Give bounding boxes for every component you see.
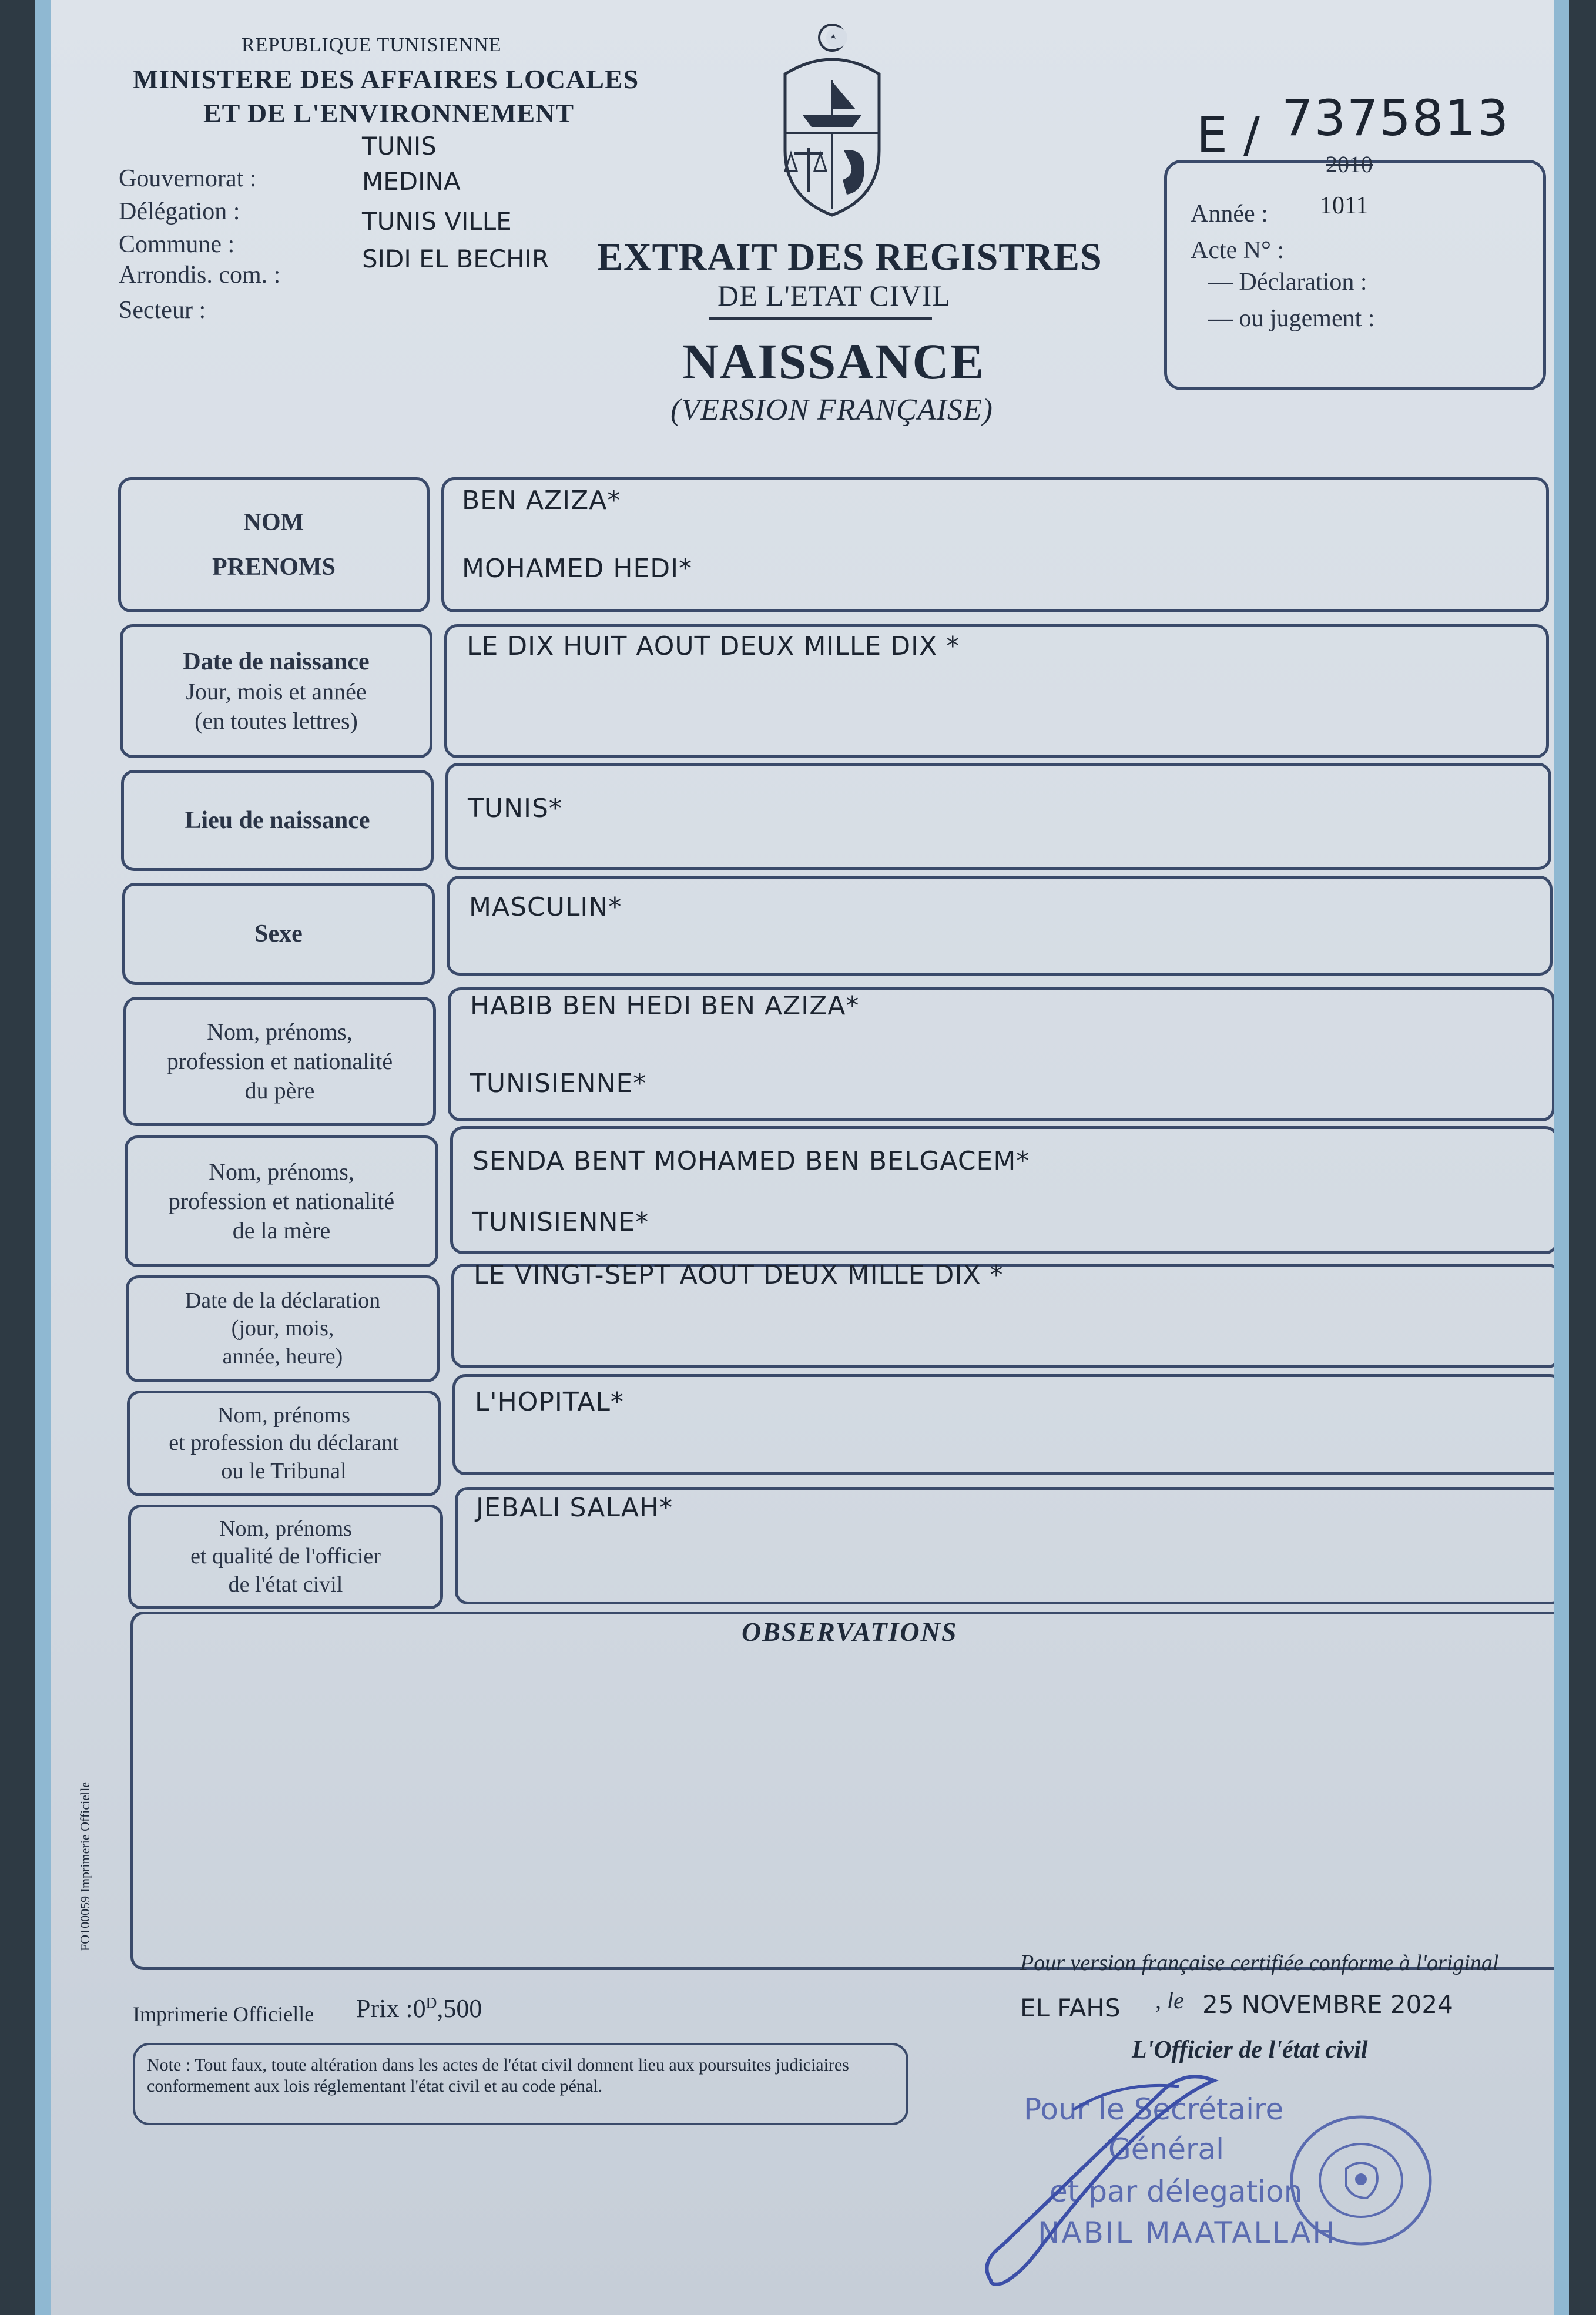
commune-label: Commune : (119, 231, 235, 258)
label-pere (123, 997, 436, 1126)
republic-heading: REPUBLIQUE TUNISIENNE (242, 34, 502, 56)
gouvernorat-label: Gouvernorat : (119, 165, 257, 192)
label-line: Lieu de naissance (185, 806, 370, 834)
acte-value: 1011 (1320, 192, 1369, 219)
value-date-declaration: LE VINGT-SEPT AOUT DEUX MILLE DIX * (474, 1260, 1004, 1290)
printer-label: Imprimerie Officielle (133, 2002, 314, 2026)
value-nom: BEN AZIZA* (462, 485, 621, 515)
commune-value: TUNIS VILLE (362, 207, 512, 236)
side-print: FO100059 Imprimerie Officielle (78, 1782, 92, 1951)
title-underline (709, 317, 932, 320)
arrondissement-label: Arrondis. com. : (119, 262, 281, 289)
label-line: NOM (243, 508, 304, 536)
label-line: Nom, prénoms (219, 1516, 352, 1541)
value-pere-nationalite: TUNISIENNE* (470, 1068, 647, 1098)
certified-note: Pour version française certifiée conforme à l'original (1020, 1951, 1499, 1975)
label-line: profession et nationalité (166, 1048, 393, 1074)
date: 25 NOVEMBRE 2024 (1202, 1990, 1453, 2019)
label-date-naissance (120, 624, 432, 758)
label-line: (jour, mois, (231, 1316, 334, 1341)
stamp-line1: Pour le Secrétaire (1024, 2092, 1284, 2126)
stamp-line2: Général (1108, 2132, 1225, 2166)
legal-note: Note : Tout faux, toute altération dans les actes de l'état civil donnent lieu aux poursuites judiciaires conformement aux lois réglementant l'état civil et au code pénal. (133, 2043, 908, 2125)
label-line: du père (244, 1077, 315, 1104)
place: EL FAHS (1020, 1994, 1121, 2022)
delegation-value: MEDINA (362, 167, 461, 196)
title-version: (VERSION FRANÇAISE) (670, 393, 993, 427)
label-line: Date de naissance (183, 648, 370, 675)
serial-prefix: E / (1196, 106, 1260, 163)
value-lieu-naissance: TUNIS* (468, 793, 562, 823)
value-date-naissance: LE DIX HUIT AOUT DEUX MILLE DIX * (467, 631, 960, 661)
ministry-line2: ET DE L'ENVIRONNEMENT (203, 98, 575, 128)
stamp-line4: NABIL MAATALLAH (1038, 2216, 1336, 2250)
label-line: Nom, prénoms, (207, 1019, 353, 1045)
label-lieu-naissance (121, 770, 434, 871)
serial-number: 7375813 (1282, 89, 1510, 147)
label-declarant (127, 1391, 441, 1496)
observations-box (130, 1612, 1567, 1970)
acte-label: Acte N° : (1191, 237, 1285, 264)
label-line: année, heure) (222, 1344, 343, 1369)
label-date-declaration (126, 1275, 440, 1382)
value-prenoms: MOHAMED HEDI* (462, 554, 693, 584)
ministry-line1: MINISTERE DES AFFAIRES LOCALES (133, 64, 639, 94)
value-declarant: L'HOPITAL* (475, 1387, 624, 1417)
label-line: Jour, mois et année (186, 678, 367, 705)
label-line: de l'état civil (228, 1572, 343, 1597)
annee-value: 2010 (1326, 151, 1373, 177)
document-sheet (35, 0, 1569, 2315)
value-officier: JEBALI SALAH* (476, 1493, 673, 1523)
label-line: ou le Tribunal (221, 1458, 347, 1483)
label-mere (125, 1135, 438, 1267)
price-rest: ,500 (437, 1994, 482, 2023)
annee-label: Année : (1191, 200, 1268, 227)
observations-label: OBSERVATIONS (742, 1617, 958, 1647)
label-line: PRENOMS (212, 554, 336, 581)
price-prefix: Prix :0 (356, 1994, 426, 2023)
value-mere-nationalite: TUNISIENNE* (472, 1207, 649, 1237)
value-box-lieu-naissance (445, 763, 1551, 870)
declaration-label: — Déclaration : (1208, 269, 1367, 296)
label-line: Date de la déclaration (185, 1288, 381, 1313)
price-sup: D (425, 1994, 437, 2012)
price (356, 1994, 482, 2023)
arrondissement-value: SIDI EL BECHIR (362, 244, 549, 273)
gouvernorat-value: TUNIS (362, 132, 437, 160)
officer-title: L'Officier de l'état civil (1132, 2036, 1368, 2063)
signature-icon (967, 2057, 1320, 2292)
label-line: profession et nationalité (168, 1188, 395, 1214)
label-line: Nom, prénoms, (209, 1158, 354, 1185)
le-label: , le (1155, 1987, 1184, 2014)
label-line: Sexe (254, 920, 303, 947)
label-officier (128, 1505, 443, 1609)
label-nom-prenoms (118, 477, 430, 612)
title-etat-civil: DE L'ETAT CIVIL (717, 279, 951, 312)
title-naissance: NAISSANCE (682, 333, 985, 390)
value-pere-nom: HABIB BEN HEDI BEN AZIZA* (470, 991, 860, 1021)
delegation-label: Délégation : (119, 198, 240, 225)
label-line: (en toutes lettres) (195, 708, 358, 735)
stamp-line3: et par délegation (1050, 2175, 1303, 2209)
label-line: de la mère (232, 1217, 331, 1244)
title-extrait: EXTRAIT DES REGISTRES (597, 236, 1102, 279)
value-mere-nom: SENDA BENT MOHAMED BEN BELGACEM* (472, 1146, 1030, 1176)
label-sexe (122, 883, 435, 985)
jugement-label: — ou jugement : (1208, 305, 1375, 332)
coat-of-arms-emblem (767, 21, 897, 221)
secteur-label: Secteur : (119, 297, 206, 324)
value-box-sexe (447, 876, 1553, 976)
value-sexe: MASCULIN* (469, 892, 622, 922)
label-line: Nom, prénoms (217, 1402, 350, 1428)
label-line: et profession du déclarant (169, 1430, 399, 1456)
label-line: et qualité de l'officier (190, 1544, 381, 1569)
